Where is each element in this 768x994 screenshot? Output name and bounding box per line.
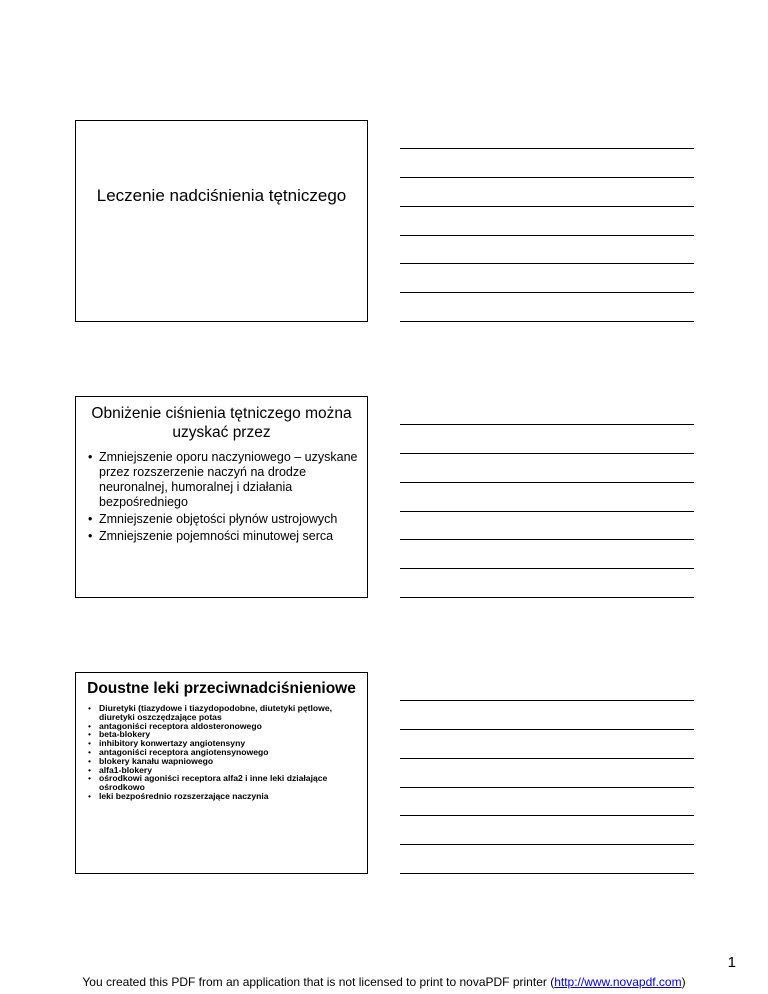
list-item: • inhibitory konwertazy angiotensyny — [88, 739, 361, 748]
note-line — [400, 758, 694, 759]
note-line — [400, 511, 694, 512]
slide-1 — [75, 120, 368, 322]
footer-notice — [0, 975, 768, 989]
list-item: • Diuretyki (tiazydowe i tiazydopodobne, diutetyki pętlowe, diuretyki oszczędzające potas — [88, 704, 361, 722]
footer-text-end: ) — [681, 975, 686, 989]
slide-2-bullets — [76, 450, 367, 544]
note-line — [400, 787, 694, 788]
note-line — [400, 263, 694, 264]
note-line — [400, 815, 694, 816]
note-line — [400, 235, 694, 236]
list-item: • leki bezpośrednio rozszerzające naczynia — [88, 792, 361, 801]
note-line — [400, 539, 694, 540]
note-line — [400, 729, 694, 730]
note-line — [400, 321, 694, 322]
page-number: 1 — [727, 954, 736, 971]
note-line — [400, 873, 694, 874]
note-line — [400, 206, 694, 207]
footer-text: You created this PDF from an application that is not licensed to print to novaPDF printer ( — [82, 975, 555, 989]
list-item: • alfa1-blokery — [88, 766, 361, 775]
note-line — [400, 844, 694, 845]
note-line — [400, 453, 694, 454]
slide-3 — [75, 672, 368, 874]
list-item: • blokery kanału wapniowego — [88, 757, 361, 766]
list-item: • ośrodkowi agoniści receptora alfa2 i inne leki działające ośrodkowo — [88, 774, 361, 792]
note-line — [400, 700, 694, 701]
list-item: • beta-blokery — [88, 730, 361, 739]
note-line — [400, 424, 694, 425]
novapdf-link[interactable]: http://www.novapdf.com — [554, 975, 682, 989]
list-item: • Zmniejszenie oporu naczyniowego – uzyskane przez rozszerzenie naczyń na drodze neuronalnej, humoralnej i działania bezpośredniego — [88, 450, 359, 510]
note-line — [400, 148, 694, 149]
slide-1-title: Leczenie nadciśnienia tętniczego — [96, 186, 347, 205]
list-item: • antagoniści receptora angiotensynowego — [88, 748, 361, 757]
list-item: • Zmniejszenie pojemności minutowej serca — [88, 529, 359, 544]
note-line — [400, 177, 694, 178]
slide-3-title: Doustne leki przeciwnadciśnieniowe — [87, 680, 356, 697]
list-item: • antagoniści receptora aldosteronowego — [88, 722, 361, 731]
note-line — [400, 292, 694, 293]
note-line — [400, 568, 694, 569]
note-line — [400, 482, 694, 483]
slide-2 — [75, 396, 368, 598]
list-item: • Zmniejszenie objętości płynów ustrojowych — [88, 512, 359, 527]
slide-2-title: Obniżenie ciśnienia tętniczego można uzyskać przez — [91, 405, 352, 441]
note-line — [400, 597, 694, 598]
slide-3-bullets — [76, 704, 367, 801]
